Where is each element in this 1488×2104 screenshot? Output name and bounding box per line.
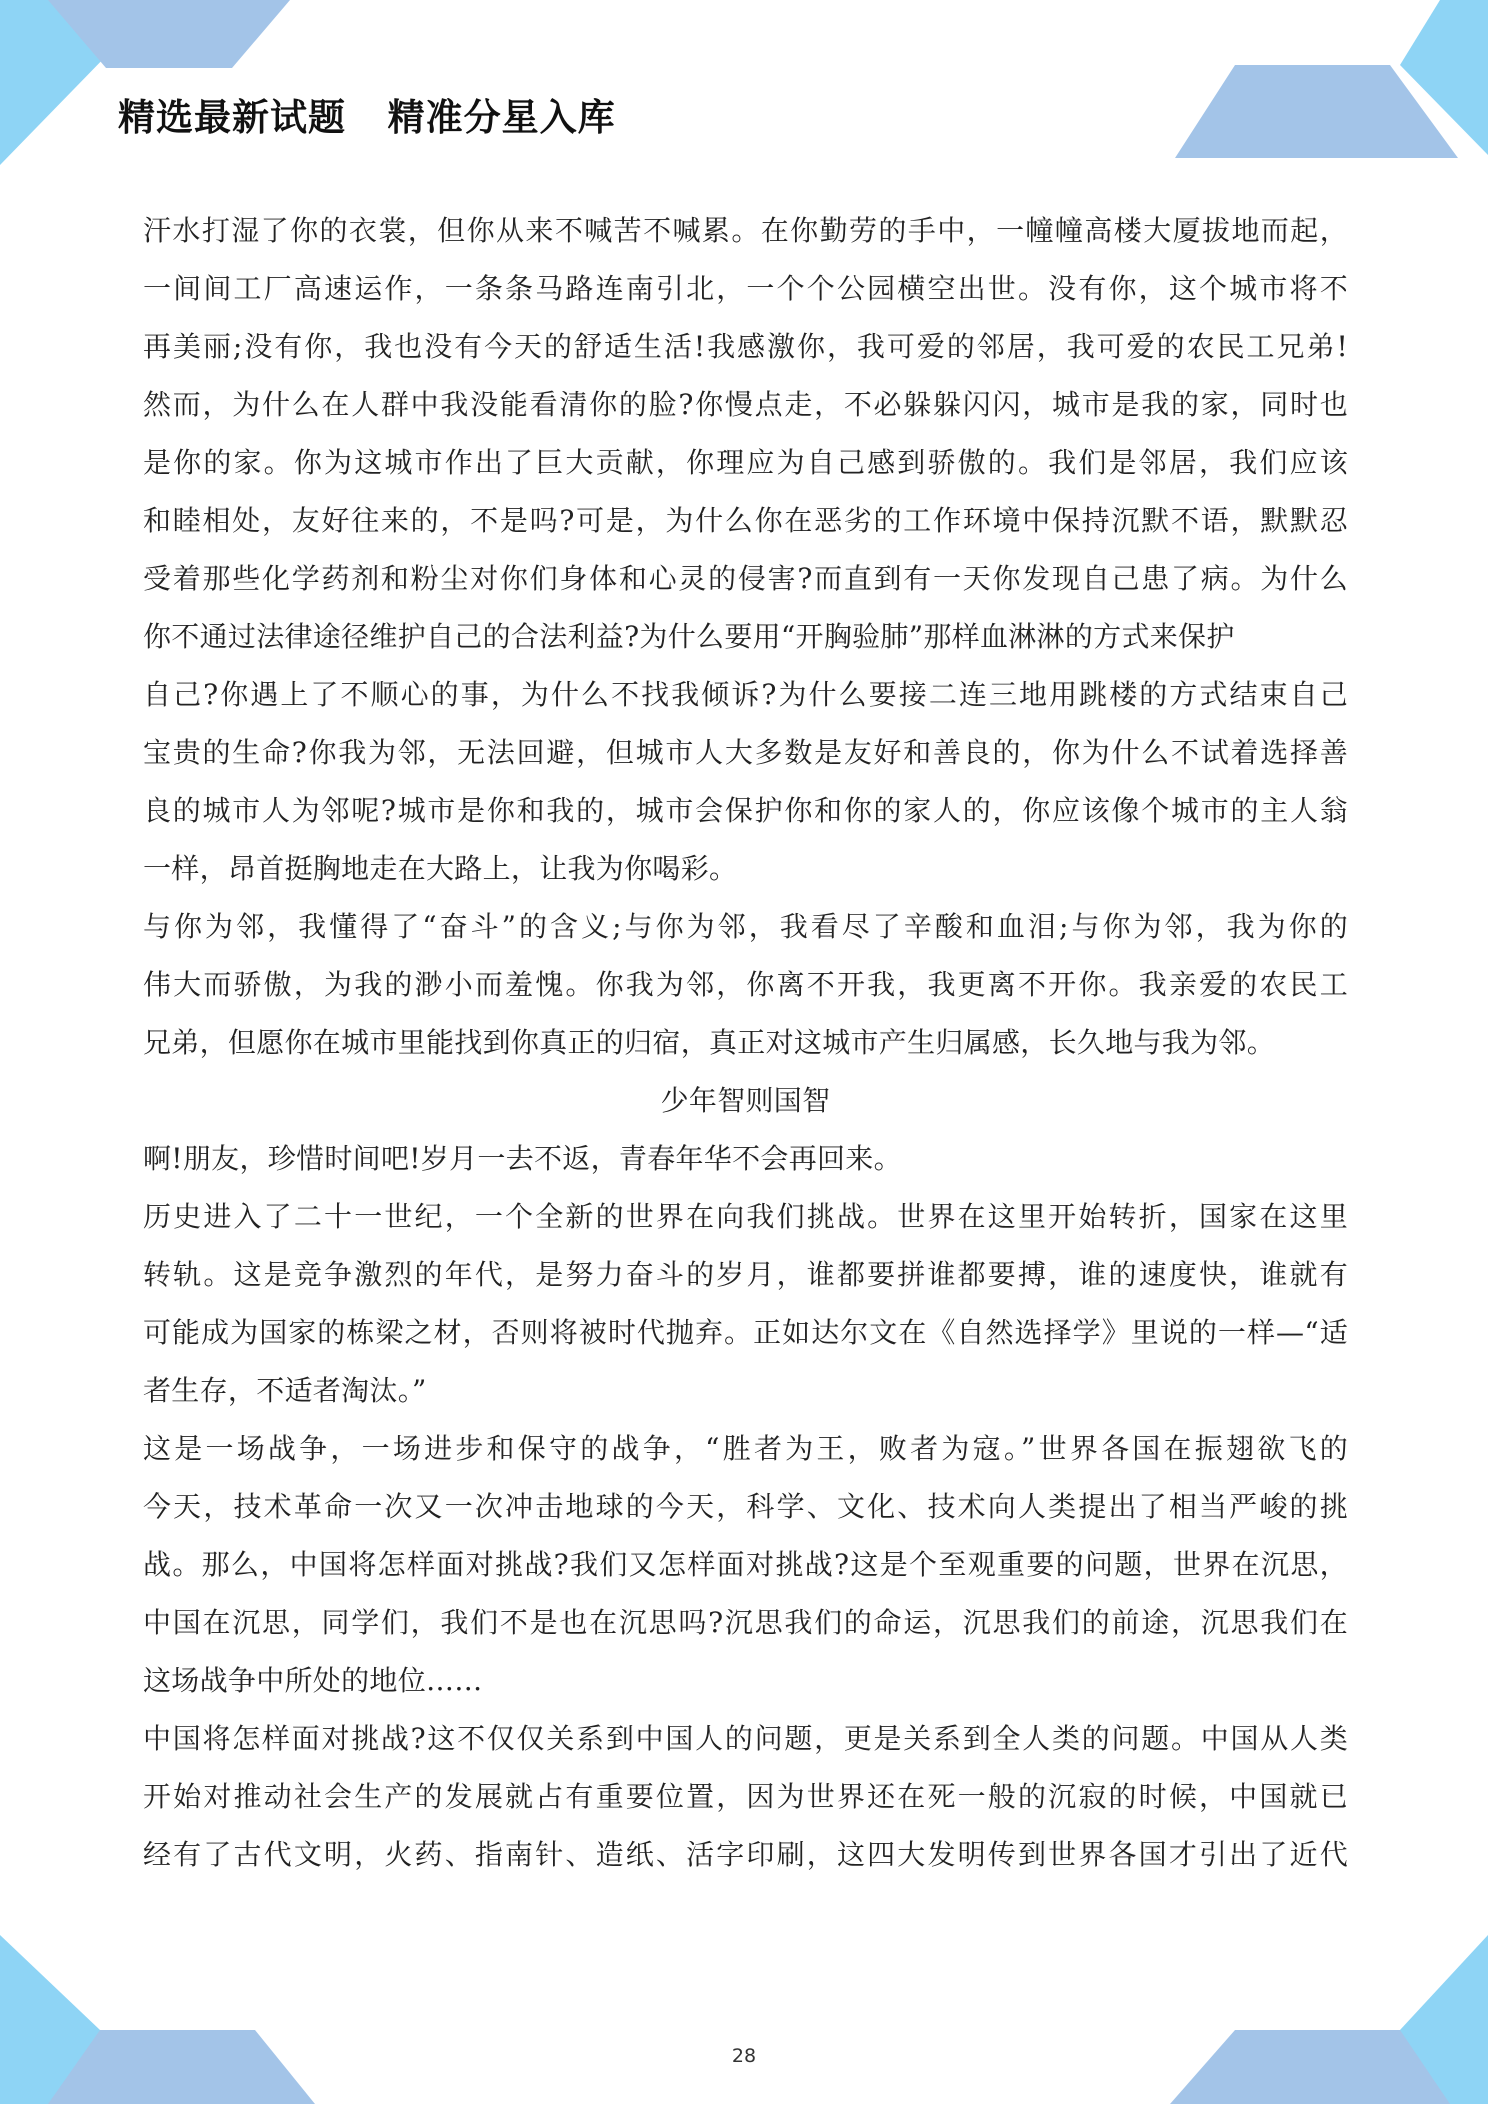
text-line: 啊!朋友，珍惜时间吧!岁月一去不返，青春年华不会再回来。 xyxy=(143,1142,902,1175)
text-line: 战。那么，中国将怎样面对挑战?我们又怎样面对挑战?这是个至观重要的问题，世界在沉思， xyxy=(143,1548,1348,1581)
document-body xyxy=(143,202,1348,1884)
text-line: 中国在沉思，同学们，我们不是也在沉思吗?沉思我们的命运，沉思我们的前途，沉思我们在 xyxy=(143,1606,1348,1639)
text-line: 和睦相处，友好往来的，不是吗?可是，为什么你在恶劣的工作环境中保持沉默不语，默默忍 xyxy=(143,504,1348,537)
page-header-title: 精选最新试题 精准分星入库 xyxy=(118,96,616,139)
text-line: 自己?你遇上了不顺心的事，为什么不找我倾诉?为什么要接二连三地用跳楼的方式结束自己 xyxy=(143,678,1348,711)
text-line: 与你为邻，我懂得了“奋斗”的含义;与你为邻，我看尽了辛酸和血泪;与你为邻，我为你的 xyxy=(143,910,1348,943)
text-line: 你不通过法律途径维护自己的合法利益?为什么要用“开胸验肺”那样血淋淋的方式来保护 xyxy=(143,620,1235,653)
text-line: 受着那些化学药剂和粉尘对你们身体和心灵的侵害?而直到有一天你发现自己患了病。为什么 xyxy=(143,562,1348,595)
text-line: 可能成为国家的栋梁之材，否则将被时代抛弃。正如达尔文在《自然选择学》里说的一样—“适 xyxy=(143,1316,1348,1349)
text-line: 兄弟，但愿你在城市里能找到你真正的归宿，真正对这城市产生归属感，长久地与我为邻。 xyxy=(143,1026,1276,1059)
text-line: 宝贵的生命?你我为邻，无法回避，但城市人大多数是友好和善良的，你为什么不试着选择善 xyxy=(143,736,1348,769)
text-line: 这是一场战争，一场进步和保守的战争，“胜者为王，败者为寇。”世界各国在振翅欲飞的 xyxy=(143,1432,1348,1465)
text-line: 再美丽;没有你，我也没有今天的舒适生活!我感激你，我可爱的邻居，我可爱的农民工兄弟! xyxy=(143,330,1348,363)
section-heading: 少年智则国智 xyxy=(660,1084,831,1117)
text-line: 汗水打湿了你的衣裳，但你从来不喊苦不喊累。在你勤劳的手中，一幢幢高楼大厦拔地而起， xyxy=(143,214,1348,247)
text-line: 中国将怎样面对挑战?这不仅仅关系到中国人的问题，更是关系到全人类的问题。中国从人类 xyxy=(143,1722,1348,1755)
text-line: 然而，为什么在人群中我没能看清你的脸?你慢点走，不必躲躲闪闪，城市是我的家，同时也 xyxy=(143,388,1348,421)
text-line: 者生存，不适者淘汰。” xyxy=(143,1374,427,1407)
text-line: 一间间工厂高速运作，一条条马路连南引北，一个个公园横空出世。没有你，这个城市将不 xyxy=(143,272,1348,305)
text-line: 转轨。这是竞争激烈的年代，是努力奋斗的岁月，谁都要拼谁都要搏，谁的速度快，谁就有 xyxy=(143,1258,1348,1291)
text-line: 这场战争中所处的地位…… xyxy=(143,1664,483,1697)
text-line: 是你的家。你为这城市作出了巨大贡献，你理应为自己感到骄傲的。我们是邻居，我们应该 xyxy=(143,446,1348,479)
page-number: 28 xyxy=(731,2045,757,2067)
text-line: 经有了古代文明，火药、指南针、造纸、活字印刷，这四大发明传到世界各国才引出了近代 xyxy=(143,1838,1348,1871)
text-line: 开始对推动社会生产的发展就占有重要位置，因为世界还在死一般的沉寂的时候，中国就已 xyxy=(143,1780,1348,1813)
text-line: 历史进入了二十一世纪，一个全新的世界在向我们挑战。世界在这里开始转折，国家在这里 xyxy=(143,1200,1348,1233)
text-line: 良的城市人为邻呢?城市是你和我的，城市会保护你和你的家人的，你应该像个城市的主人翁 xyxy=(143,794,1348,827)
text-line: 一样，昂首挺胸地走在大路上，让我为你喝彩。 xyxy=(143,852,738,885)
text-line: 伟大而骄傲，为我的渺小而羞愧。你我为邻，你离不开我，我更离不开你。我亲爱的农民工 xyxy=(143,968,1348,1001)
text-line: 今天，技术革命一次又一次冲击地球的今天，科学、文化、技术向人类提出了相当严峻的挑 xyxy=(143,1490,1348,1523)
